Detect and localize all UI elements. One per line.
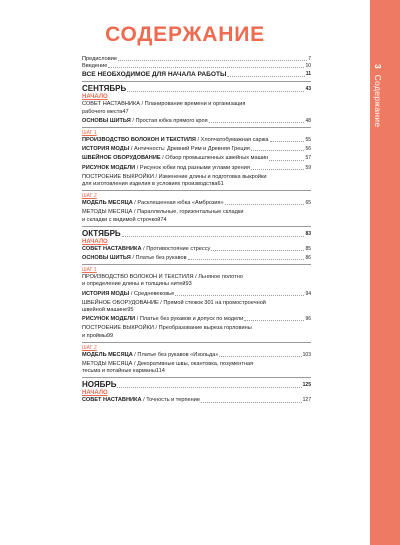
entry-label: МЕТОДЫ МЕСЯЦА — [82, 361, 133, 368]
toc-entry-oct-drawing[interactable] — [82, 316, 311, 323]
entry-separator: / — [160, 299, 162, 306]
toc-page-number: 93 — [185, 281, 192, 288]
dot-leader — [127, 91, 304, 92]
entry-separator: / — [136, 164, 139, 171]
entry-text: Античность: Древний Рим и Древняя Греция — [133, 146, 250, 153]
divider — [82, 81, 311, 82]
toc-page-number: 127 — [302, 397, 311, 404]
toc-page-number: 94 — [305, 290, 311, 297]
entry-text: Планирование времени и организация — [144, 101, 246, 108]
entry-label: РИСУНОК МОДЕЛИ — [82, 316, 136, 323]
toc-entry-essentials[interactable] — [82, 70, 311, 79]
toc-page-number: 85 — [305, 245, 311, 252]
entry-separator: / — [133, 361, 136, 368]
entry-separator: / — [143, 397, 145, 404]
entry-text: Хлопчатобумажная саржа — [200, 137, 269, 144]
toc-page-number: 114 — [155, 368, 165, 375]
entry-label: ШВЕЙНОЕ ОБОРУДОВАНИЕ — [82, 155, 161, 162]
month-title: ОКТЯБРЬ — [82, 228, 121, 238]
entry-text: Изменение длины и подготовка выкройки — [158, 173, 267, 180]
month-title: СЕНТЯБРЬ — [82, 84, 127, 94]
toc-page-number: 125 — [302, 382, 311, 389]
divider — [82, 264, 311, 265]
dot-leader — [270, 141, 305, 142]
toc-entry-text: ВСЕ НЕОБХОДИМОЕ ДЛЯ НАЧАЛА РАБОТЫ — [82, 71, 227, 79]
entry-text-line2: рабочего места — [82, 108, 123, 115]
divider — [82, 127, 311, 128]
toc-page-number: 11 — [305, 71, 311, 78]
entry-separator: / — [130, 146, 133, 153]
toc-entry-sep-model[interactable] — [82, 200, 311, 207]
toc-page-number: 83 — [305, 230, 311, 237]
dot-leader — [219, 356, 301, 357]
divider — [82, 377, 311, 378]
toc-page-number: 47 — [122, 108, 129, 115]
toc-page-number: 61 — [217, 181, 224, 188]
divider — [82, 190, 311, 191]
toc-entry-oct-equipment[interactable] — [82, 300, 311, 314]
step-label: ШАГ 2 — [82, 193, 97, 200]
section-start-label: НАЧАЛО — [82, 390, 108, 397]
entry-label: СОВЕТ НАСТАВНИКА — [82, 397, 142, 404]
entry-separator: / — [162, 155, 164, 162]
toc-page-number: 74 — [160, 216, 167, 223]
entry-separator: / — [197, 137, 200, 144]
entry-separator: / — [134, 200, 136, 207]
entry-text: Расклешенная юбка «Амброзия» — [137, 200, 224, 207]
toc-entry-preface[interactable] — [82, 56, 311, 63]
toc-entry-sep-mentor[interactable] — [82, 101, 311, 115]
entry-text: Параллельные, горизонтальные складки — [137, 209, 244, 216]
dot-leader — [251, 150, 305, 151]
entry-separator: / — [130, 290, 133, 297]
toc-page-number: 7 — [308, 56, 311, 62]
entry-label: МОДЕЛЬ МЕСЯЦА — [82, 351, 133, 358]
toc-entry-oct-history[interactable] — [82, 291, 311, 298]
toc-entry-oct-mentor[interactable] — [82, 246, 311, 253]
entry-text: Декоративные швы, окантовка, позументная — [137, 361, 254, 368]
divider — [82, 342, 311, 343]
dot-leader — [188, 259, 305, 260]
entry-text: Средневековье — [133, 290, 175, 297]
toc-page-number: 65 — [305, 200, 311, 207]
toc-entry-text: Введение — [82, 63, 108, 70]
entry-text: Прямой стежок 301 на промостроечной — [163, 299, 266, 306]
toc-entry-sep-pattern[interactable] — [82, 174, 311, 188]
step-label: ШАГ 1 — [82, 267, 97, 274]
entry-text: Точность и терпение — [146, 397, 200, 404]
dot-leader — [225, 204, 305, 205]
entry-label: МОДЕЛЬ МЕСЯЦА — [82, 200, 133, 207]
entry-separator: / — [155, 173, 158, 180]
toc-page-number: 10 — [305, 63, 311, 70]
toc-entry-oct-methods[interactable] — [82, 361, 311, 375]
entry-label: СОВЕТ НАСТАВНИКА — [82, 101, 140, 108]
entry-label: МЕТОДЫ МЕСЯЦА — [82, 209, 133, 216]
side-tab — [370, 0, 400, 545]
toc-page-number: 55 — [305, 137, 311, 144]
toc-page-number: 86 — [305, 255, 311, 262]
toc-entry-text: Предисловие — [82, 56, 117, 62]
step-label: ШАГ 1 — [82, 130, 97, 137]
toc-page-number: 99 — [106, 332, 114, 339]
toc-month-november[interactable] — [82, 380, 311, 390]
entry-separator: / — [132, 117, 134, 124]
toc-page-number: 59 — [305, 164, 311, 171]
entry-separator: / — [195, 274, 197, 281]
dot-leader — [175, 295, 304, 296]
toc-month-october[interactable] — [82, 229, 311, 239]
step-label: ШАГ 2 — [82, 344, 97, 351]
entry-separator: / — [132, 255, 134, 262]
page-title: СОДЕРЖАНИЕ — [105, 23, 265, 46]
entry-separator: / — [155, 325, 158, 332]
toc-entry-sep-fiber[interactable] — [82, 137, 311, 144]
toc-entry-sep-equipment[interactable] — [82, 155, 311, 162]
dot-leader — [118, 60, 307, 61]
toc-page-number: 56 — [305, 146, 311, 153]
entry-label: СОВЕТ НАСТАВНИКА — [82, 245, 142, 252]
dot-leader — [269, 160, 304, 161]
side-tab-page-number: 3 — [373, 64, 383, 70]
dot-leader — [201, 402, 302, 403]
toc-page-number: 103 — [302, 351, 311, 358]
toc-entry-sep-methods[interactable] — [82, 209, 311, 223]
entry-text-line2: для изготовления изделия в условиях производства — [82, 181, 218, 188]
dot-leader — [209, 122, 305, 123]
entry-text: Рисунок юбки под разными углами зрения — [139, 164, 250, 171]
dot-leader — [108, 67, 304, 68]
entry-text: Платье без рукавов и допуск по модели — [139, 316, 244, 323]
entry-separator: / — [143, 245, 145, 252]
toc-page-number: 43 — [305, 86, 311, 93]
entry-label: ИСТОРИЯ МОДЫ — [82, 146, 130, 153]
entry-label: ИСТОРИЯ МОДЫ — [82, 290, 130, 297]
entry-text: Противостояние стрессу — [146, 245, 211, 252]
section-start-label: НАЧАЛО — [82, 238, 108, 245]
entry-label: ПОСТРОЕНИЕ ВЫКРОЙКИ — [82, 325, 154, 332]
entry-separator: / — [134, 351, 136, 358]
entry-separator: / — [133, 209, 136, 216]
entry-label: ОСНОВЫ ШИТЬЯ — [82, 255, 131, 262]
dot-leader — [227, 76, 304, 77]
side-tab-label-group — [373, 64, 383, 127]
dot-leader — [117, 387, 301, 388]
toc-entry-oct-fiber[interactable] — [82, 274, 311, 288]
entry-label: ПРОИЗВОДСТВО ВОЛОКОН И ТЕКСТИЛЯ — [82, 137, 196, 144]
section-start-label: НАЧАЛО — [82, 94, 108, 101]
entry-text-line2: и определение длины и толщины нитей — [82, 281, 186, 288]
dot-leader — [211, 250, 304, 251]
entry-separator: / — [136, 316, 139, 323]
entry-text: Платье без рукавов — [135, 255, 187, 262]
entry-label: ПОСТРОЕНИЕ ВЫКРОЙКИ — [82, 173, 154, 180]
entry-text: Простая юбка прямого кроя — [135, 117, 208, 124]
entry-text: Платье без рукавов «Изольда» — [137, 351, 219, 358]
entry-separator: / — [141, 101, 144, 108]
toc-entry-oct-sewing[interactable] — [82, 255, 311, 262]
dot-leader — [251, 169, 305, 170]
side-tab-label: Содержание — [373, 74, 383, 128]
toc-entry-oct-pattern[interactable] — [82, 325, 311, 339]
dot-leader — [244, 320, 304, 321]
entry-text: Льняное полотно — [198, 274, 243, 281]
entry-label: ОСНОВЫ ШИТЬЯ — [82, 117, 131, 124]
entry-text-line2: швейной машине — [82, 307, 128, 314]
entry-text: Преобразование выреза горловины — [158, 325, 252, 332]
entry-label: ШВЕЙНОЕ ОБОРУДОВАНИЕ — [82, 299, 159, 306]
toc-entry-sep-drawing[interactable] — [82, 165, 311, 172]
toc-entry-intro[interactable] — [82, 63, 311, 70]
dot-leader — [122, 236, 305, 237]
entry-label: РИСУНОК МОДЕЛИ — [82, 164, 136, 171]
entry-text: Обзор промышленных швейных машин — [165, 155, 269, 162]
toc-page-number: 95 — [127, 307, 134, 314]
toc-month-september[interactable] — [82, 84, 311, 94]
entry-text-line2: и проймы — [82, 332, 107, 339]
toc-page-number: 96 — [305, 316, 311, 323]
month-title: НОЯБРЬ — [82, 380, 117, 390]
toc-page-number: 48 — [305, 117, 311, 124]
divider — [82, 226, 311, 227]
toc-entry-oct-model[interactable] — [82, 352, 311, 359]
entry-label: ПРОИЗВОДСТВО ВОЛОКОН И ТЕКСТИЛЯ — [82, 274, 194, 281]
toc-page-number: 57 — [305, 155, 311, 162]
table-of-contents — [82, 56, 311, 405]
toc-entry-sep-history[interactable] — [82, 146, 311, 153]
toc-entry-nov-mentor[interactable] — [82, 397, 311, 404]
toc-entry-sep-sewing[interactable] — [82, 118, 311, 125]
entry-text-line2: и складки с видимой строчкой — [82, 216, 161, 223]
entry-text-line2: тесьма и потайные карманы — [82, 368, 156, 375]
